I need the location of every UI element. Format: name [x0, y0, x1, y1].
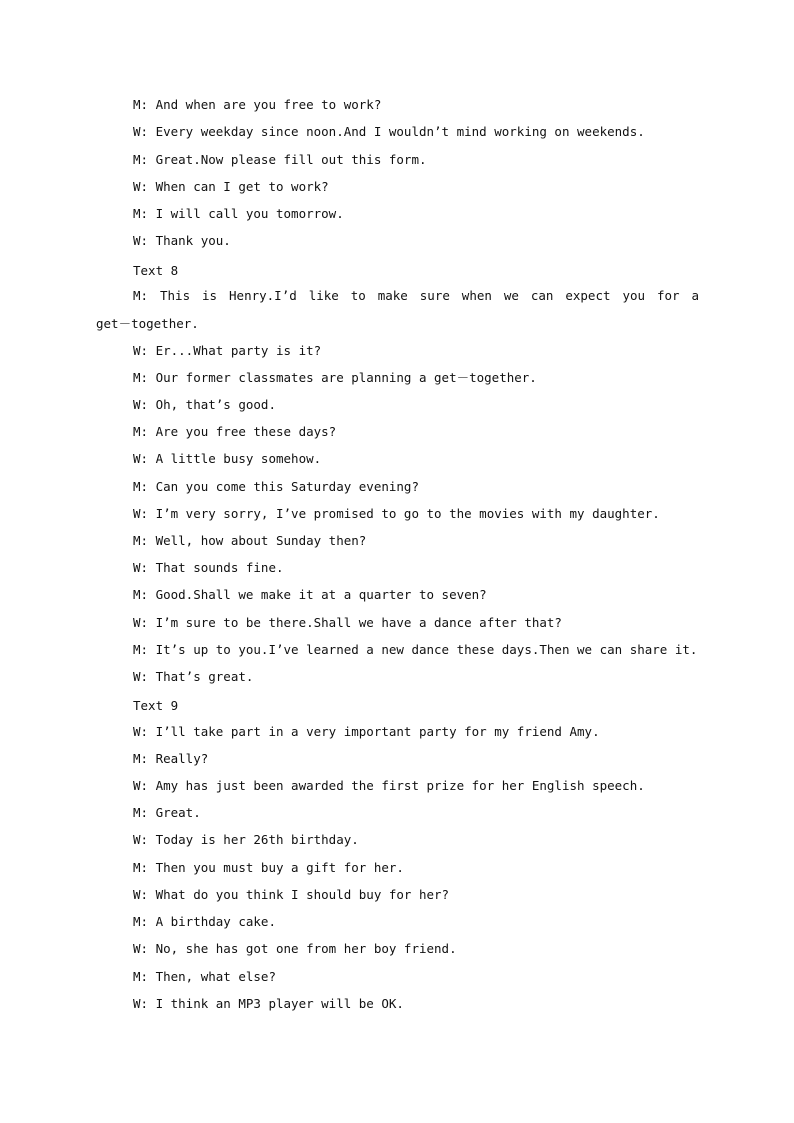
dialogue-line: M: Great.Now please fill out this form.	[133, 152, 427, 167]
dialogue-line: M: This is Henry.I’d like to make sure when we can expect you for a	[133, 288, 699, 303]
dialogue-line: W: I’m very sorry, I’ve promised to go to the movies with my daughter.	[133, 506, 660, 521]
dialogue-line: W: Amy has just been awarded the first prize for her English speech.	[133, 778, 645, 793]
dialogue-line: W: I’m sure to be there.Shall we have a dance after that?	[133, 615, 562, 630]
dialogue-line: M: Are you free these days?	[133, 424, 337, 439]
dialogue-line: M: Then you must buy a gift for her.	[133, 860, 404, 875]
dialogue-line: M: Then, what else?	[133, 969, 276, 984]
dialogue-line: W: A little busy somehow.	[133, 451, 322, 466]
dialogue-line: M: Our former classmates are planning a get－together.	[133, 370, 537, 385]
section-heading: Text 9	[133, 698, 179, 713]
section-heading: Text 8	[133, 263, 179, 278]
dialogue-line: M: Good.Shall we make it at a quarter to seven?	[133, 587, 487, 602]
dialogue-line: M: A birthday cake.	[133, 914, 276, 929]
dialogue-line: W: Oh, that’s good.	[133, 397, 276, 412]
dialogue-line: M: Well, how about Sunday then?	[133, 533, 367, 548]
dialogue-line: W: No, she has got one from her boy friend.	[133, 941, 457, 956]
dialogue-line: W: I think an MP3 player will be OK.	[133, 996, 404, 1011]
dialogue-line-continuation: get－together.	[96, 316, 199, 331]
dialogue-line: W: I’ll take part in a very important party for my friend Amy.	[133, 724, 600, 739]
dialogue-line: W: When can I get to work?	[133, 179, 329, 194]
dialogue-line: W: That’s great.	[133, 669, 254, 684]
dialogue-line: M: Great.	[133, 805, 201, 820]
dialogue-line: W: Today is her 26th birthday.	[133, 832, 359, 847]
dialogue-line: M: And when are you free to work?	[133, 97, 382, 112]
dialogue-line: M: Really?	[133, 751, 209, 766]
dialogue-line: W: What do you think I should buy for her?	[133, 887, 450, 902]
dialogue-line: M: I will call you tomorrow.	[133, 206, 344, 221]
dialogue-line: M: It’s up to you.I’ve learned a new dance these days.Then we can share it.	[133, 642, 698, 657]
dialogue-line: W: Er...What party is it?	[133, 343, 322, 358]
dialogue-line: M: Can you come this Saturday evening?	[133, 479, 419, 494]
dialogue-line: W: That sounds fine.	[133, 560, 284, 575]
dialogue-line: W: Every weekday since noon.And I wouldn’t mind working on weekends.	[133, 124, 645, 139]
dialogue-line: W: Thank you.	[133, 233, 231, 248]
